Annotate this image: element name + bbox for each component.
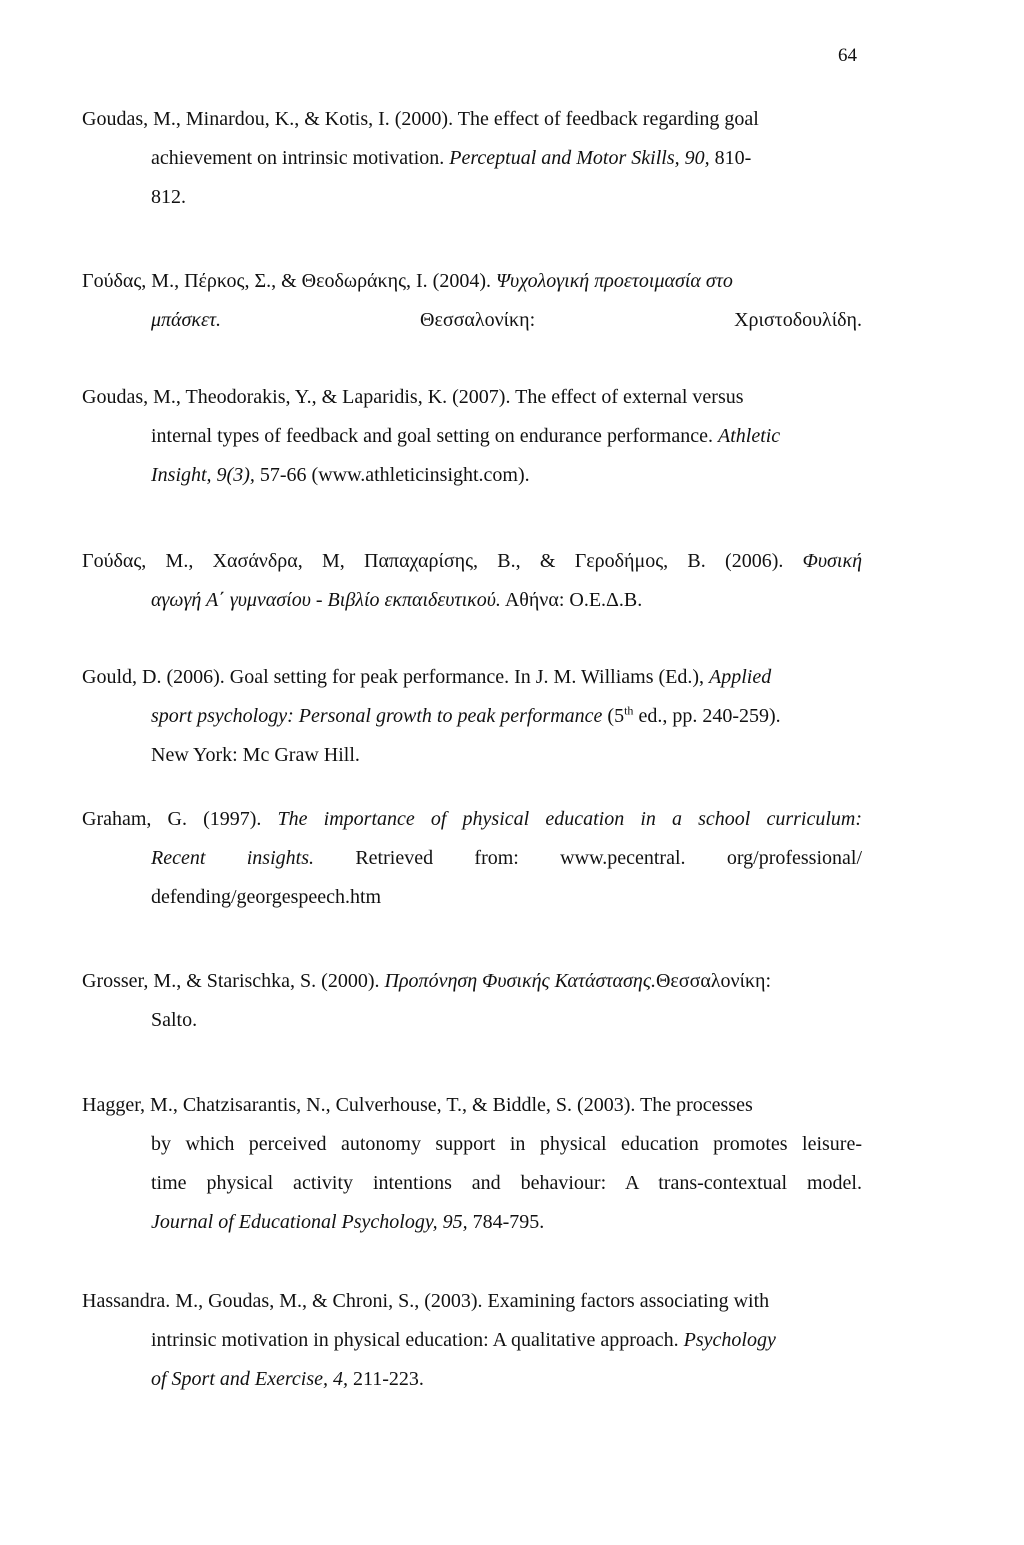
- text-segment: Θεσσαλονίκη: Χριστοδουλίδη.: [221, 309, 862, 331]
- reference-entry: [82, 658, 862, 775]
- text-segment: defending/georgespeech.htm: [151, 886, 382, 908]
- reference-line: [82, 1360, 862, 1399]
- text-segment: Hassandra. M., Goudas, M., & Chroni, S., (2003). Examining factors associating with: [82, 1290, 770, 1312]
- reference-line: [82, 1086, 862, 1125]
- text-segment: 211-223.: [348, 1368, 424, 1390]
- text-segment: (5: [602, 705, 625, 727]
- reference-line: [82, 1125, 862, 1164]
- italic-text: Ψυχολογική προετοιμασία στο: [495, 270, 733, 292]
- italic-text: Recent insights.: [151, 847, 314, 869]
- reference-line: [82, 736, 862, 775]
- superscript-text: th: [624, 703, 634, 718]
- reference-entry: [82, 1086, 862, 1242]
- text-segment: time physical activity intentions and behaviour: A trans-contextual model.: [151, 1172, 862, 1194]
- reference-entry: [82, 378, 862, 495]
- text-segment: 784-795.: [467, 1211, 545, 1233]
- text-segment: Retrieved from: www.pecentral. org/professional/: [313, 847, 863, 869]
- reference-entry: [82, 262, 862, 340]
- text-segment: Salto.: [151, 1009, 198, 1031]
- reference-entry: [82, 542, 862, 620]
- reference-line: [82, 658, 862, 697]
- reference-line: [82, 800, 862, 839]
- reference-line: [82, 697, 862, 736]
- text-segment: by which perceived autonomy support in physical education promotes leisure-: [151, 1133, 862, 1155]
- text-segment: 810-: [709, 147, 752, 169]
- text-segment: Hagger, M., Chatzisarantis, N., Culverhouse, T., & Biddle, S. (2003). The processes: [82, 1094, 753, 1116]
- text-segment: Θεσσαλονίκη:: [655, 970, 772, 992]
- italic-text: μπάσκετ.: [151, 309, 222, 331]
- text-segment: Γούδας, Μ., Πέρκος, Σ., & Θεοδωράκης, Ι. (2004).: [82, 270, 496, 292]
- reference-line: [82, 378, 862, 417]
- text-segment: Αθήνα: Ο.Ε.Δ.Β.: [500, 589, 643, 611]
- reference-line: [82, 1001, 862, 1040]
- text-segment: Goudas, M., Theodorakis, Y., & Laparidis, K. (2007). The effect of external versus: [82, 386, 744, 408]
- italic-text: Προπόνηση Φυσικής Κατάστασης.: [384, 970, 656, 992]
- italic-text: Athletic: [717, 425, 781, 447]
- reference-line: [82, 581, 862, 620]
- reference-line: [82, 542, 862, 581]
- reference-line: [82, 839, 862, 878]
- reference-line: [82, 962, 862, 1001]
- reference-line: [82, 301, 862, 340]
- text-segment: 812.: [151, 186, 186, 208]
- reference-line: [82, 878, 862, 917]
- italic-text: of Sport and Exercise, 4,: [151, 1368, 349, 1390]
- italic-text: Insight, 9(3),: [151, 464, 255, 486]
- italic-text: αγωγή Α΄ γυμνασίου - Βιβλίο εκπαιδευτικού.: [151, 589, 501, 611]
- reference-line: [82, 1321, 862, 1360]
- reference-line: [82, 100, 862, 139]
- reference-line: [82, 262, 862, 301]
- reference-entry: [82, 100, 862, 217]
- page-number: 64: [838, 45, 857, 66]
- text-segment: intrinsic motivation in physical education: A qualitative approach.: [151, 1329, 684, 1351]
- reference-entry: [82, 962, 862, 1040]
- italic-text: sport psychology: Personal growth to peak performance: [151, 705, 603, 727]
- italic-text: Applied: [709, 666, 772, 688]
- text-segment: 57-66 (www.athleticinsight.com).: [254, 464, 530, 486]
- reference-line: [82, 417, 862, 456]
- text-segment: ed., pp. 240-259).: [633, 705, 781, 727]
- reference-line: [82, 1203, 862, 1242]
- italic-text: Φυσική: [802, 550, 862, 572]
- text-segment: New York: Mc Graw Hill.: [151, 744, 360, 766]
- reference-line: [82, 1282, 862, 1321]
- reference-line: [82, 139, 862, 178]
- text-segment: Grosser, M., & Starischka, S. (2000).: [82, 970, 385, 992]
- text-segment: Graham, G. (1997).: [82, 808, 278, 830]
- italic-text: Psychology: [683, 1329, 776, 1351]
- text-segment: achievement on intrinsic motivation.: [151, 147, 450, 169]
- reference-line: [82, 178, 862, 217]
- text-segment: Gould, D. (2006). Goal setting for peak performance. In J. M. Williams (Ed.),: [82, 666, 710, 688]
- italic-text: Perceptual and Motor Skills, 90,: [449, 147, 710, 169]
- text-segment: internal types of feedback and goal setting on endurance performance.: [151, 425, 718, 447]
- text-segment: Goudas, M., Minardou, K., & Kotis, I. (2000). The effect of feedback regarding goal: [82, 108, 759, 130]
- reference-entry: [82, 1282, 862, 1399]
- reference-entry: [82, 800, 862, 917]
- italic-text: Journal of Educational Psychology, 95,: [151, 1211, 468, 1233]
- italic-text: The importance of physical education in a school curriculum:: [277, 808, 862, 830]
- text-segment: Γούδας, Μ., Χασάνδρα, Μ, Παπαχαρίσης, Β., & Γεροδήμος, Β. (2006).: [82, 550, 803, 572]
- reference-line: [82, 456, 862, 495]
- reference-line: [82, 1164, 862, 1203]
